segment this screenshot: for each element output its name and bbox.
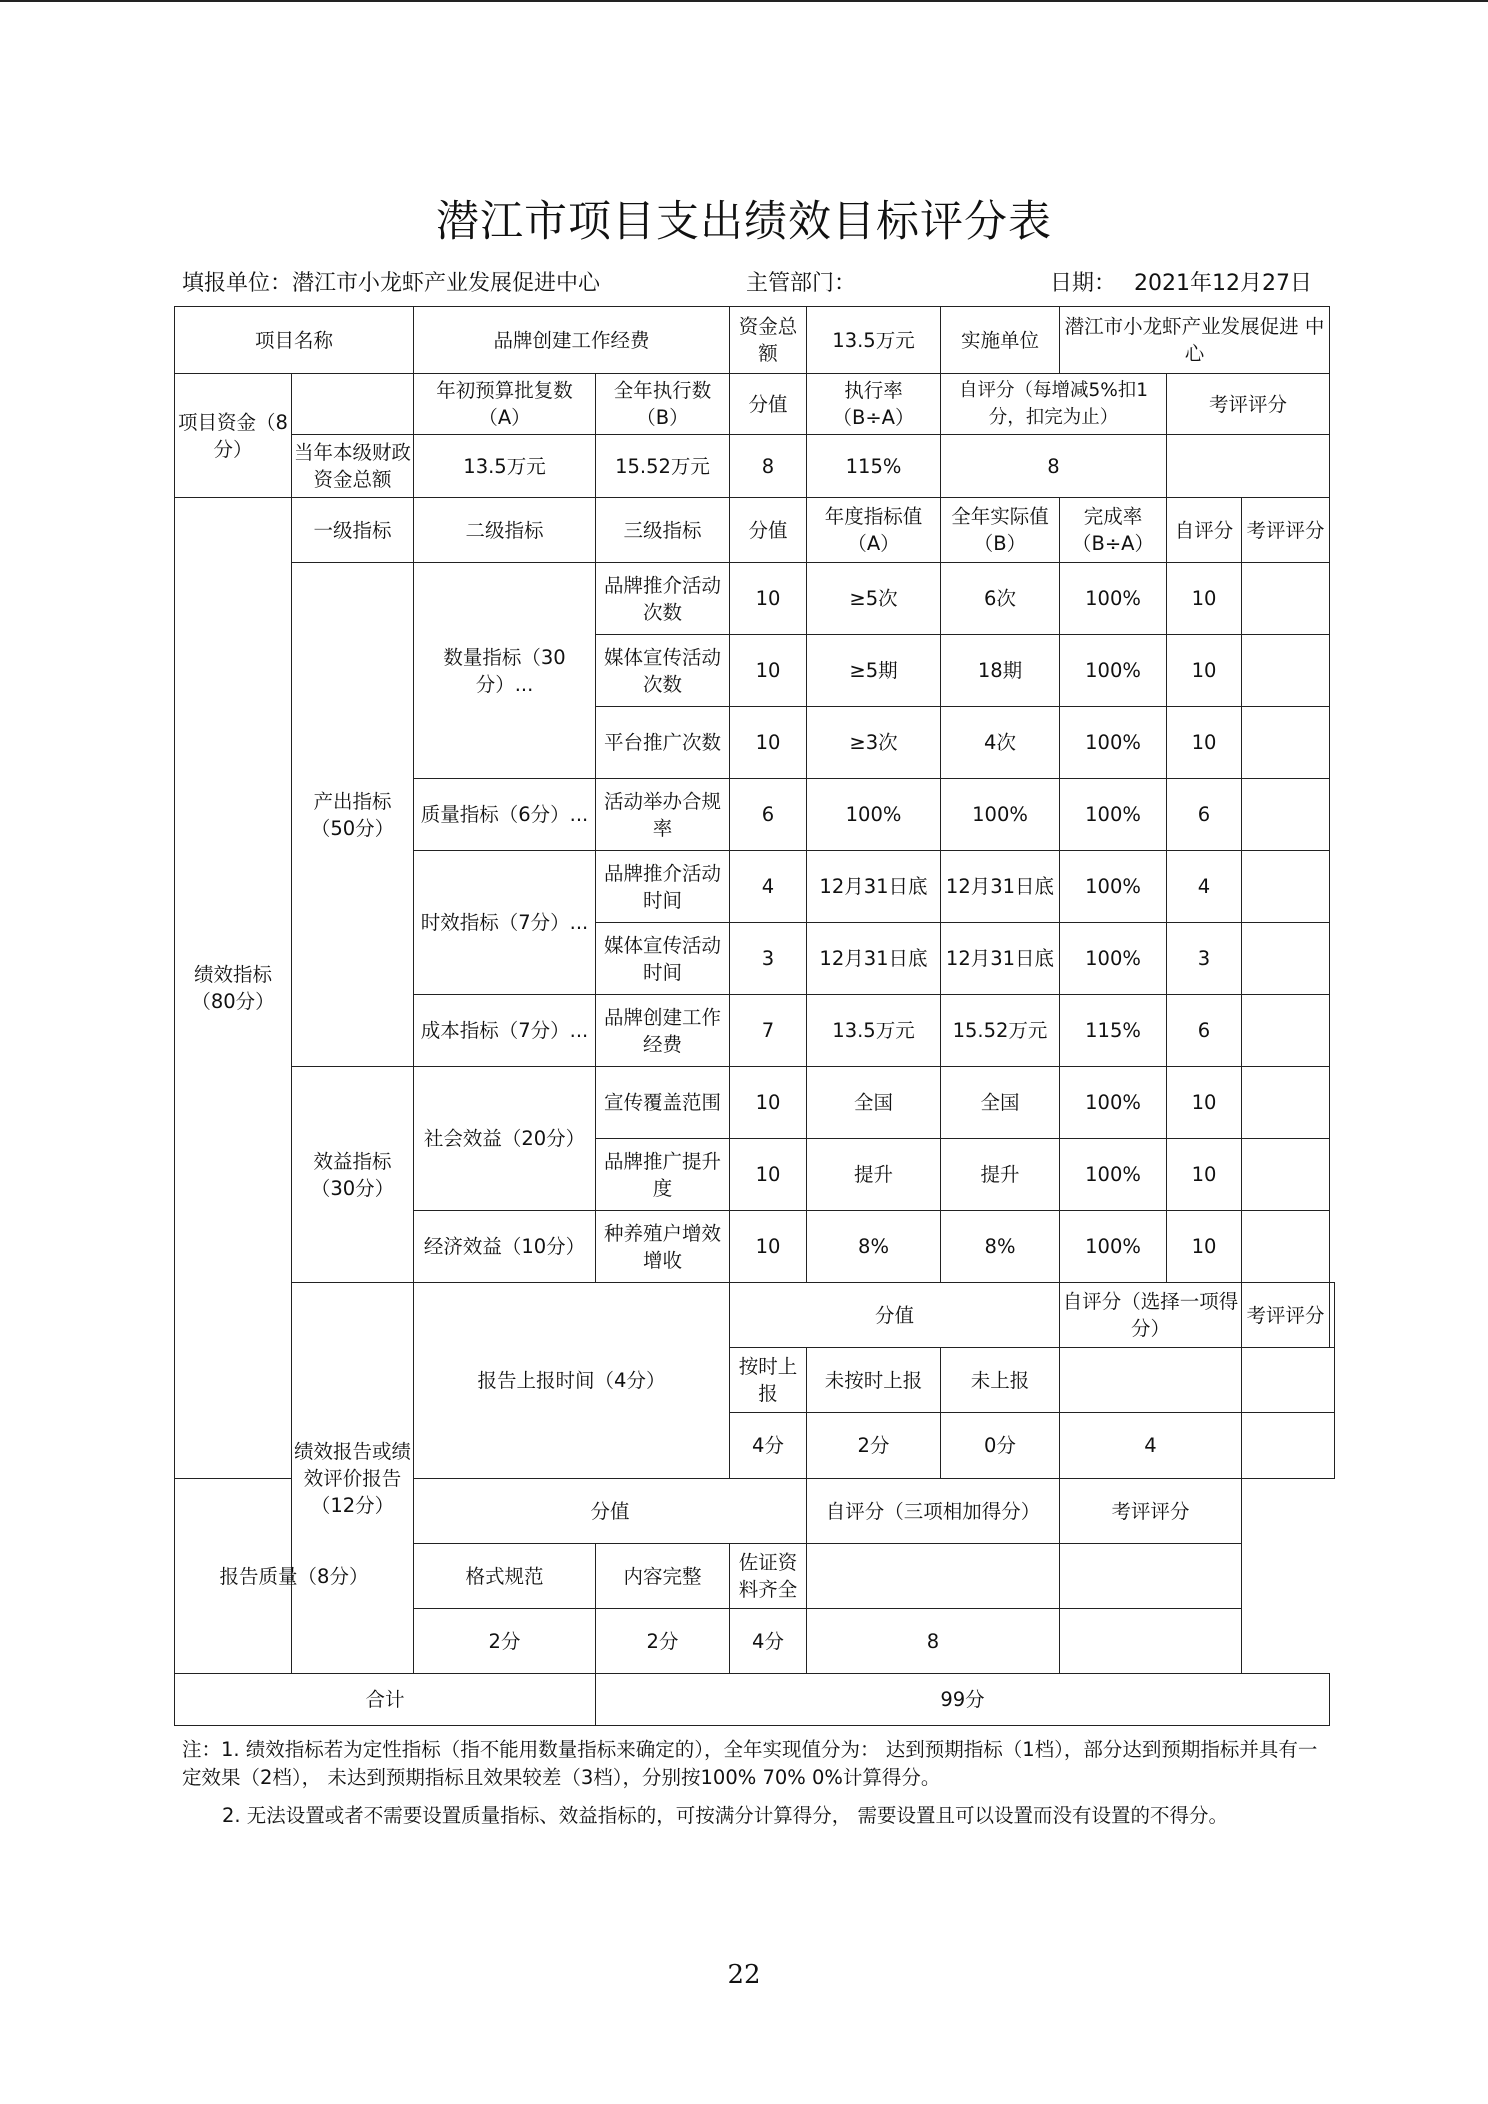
funds-label: 项目资金（8分） [175,374,292,498]
indicator-score: 10 [730,1067,807,1139]
indicator-self-score: 6 [1167,779,1242,851]
indicator-target: 全国 [807,1067,941,1139]
note-2: 2. 无法设置或者不需要设置质量指标、效益指标的，可按满分计算得分， 需要设置且可以设置而没有设置的不得分。 [222,1804,1229,1827]
indicator-self-score: 3 [1167,923,1242,995]
self-score-header: 自评分 [1167,498,1242,563]
project-name-label: 项目名称 [175,307,414,374]
indicator-actual: 18期 [941,635,1060,707]
indicator-target: 12月31日底 [807,851,941,923]
supervising-dept: 主管部门： [746,271,857,296]
level3-name: 品牌创建工作经费 [596,995,730,1067]
project-name-value: 品牌创建工作经费 [414,307,730,374]
indicator-target: 8% [807,1211,941,1283]
indicator-rate: 100% [1060,1067,1167,1139]
indicator-review-score [1242,851,1330,923]
exec-rate: 115% [807,435,941,498]
indicator-review-score [1242,635,1330,707]
date-label: 日期： [1050,271,1117,296]
score-header: 分值 [730,374,807,435]
indicator-actual: 4次 [941,707,1060,779]
level3-name: 宣传覆盖范围 [596,1067,730,1139]
empty-cell [1330,1283,1335,1348]
indicator-rate: 100% [1060,707,1167,779]
funds-row-label: 当年本级财政资金总额 [292,435,414,498]
social-benefit-label: 社会效益（20分） [414,1067,596,1211]
completion-header: 完成率（B÷A） [1060,498,1167,563]
report-time-self-score: 4 [1060,1413,1242,1479]
indicator-review-score [1242,1139,1330,1211]
impl-unit-value: 潜江市小龙虾产业发展促进 中心 [1060,307,1330,374]
indicator-target: 100% [807,779,941,851]
total-label: 合计 [175,1674,596,1726]
fill-unit: 填报单位：潜江市小龙虾产业发展促进中心 [182,271,601,296]
indicator-rate: 100% [1060,1139,1167,1211]
indicator-target: 13.5万元 [807,995,941,1067]
indicator-actual: 12月31日底 [941,851,1060,923]
indicator-self-score: 6 [1167,995,1242,1067]
report-time-self-header: 自评分（选择一项得分） [1060,1283,1242,1348]
indicator-review-score [1242,995,1330,1067]
report-time-review-score [1242,1413,1335,1479]
indicator-actual: 6次 [941,563,1060,635]
indicator-self-score: 10 [1167,1211,1242,1283]
impl-unit-label: 实施单位 [941,307,1060,374]
indicator-self-score: 10 [1167,1067,1242,1139]
review-header: 考评评分 [1242,498,1330,563]
timeliness-indicators-label: 时效指标（7分）... [414,851,596,995]
indicator-score: 10 [730,563,807,635]
indicator-target: ≥5期 [807,635,941,707]
output-indicators-label: 产出指标（50分） [292,563,414,1067]
indicator-rate: 100% [1060,1211,1167,1283]
indicator-score: 10 [730,635,807,707]
option-content: 内容完整 [596,1544,730,1609]
indicator-self-score: 10 [1167,1139,1242,1211]
date-value: 2021年12月27日 [1134,271,1312,296]
quantity-indicators-label: 数量指标（30分）... [414,563,596,779]
indicator-review-score [1242,923,1330,995]
review-header: 考评评分 [1167,374,1330,435]
level3-name: 品牌推介活动时间 [596,851,730,923]
indicator-rate: 100% [1060,923,1167,995]
total-funds-value: 13.5万元 [807,307,941,374]
indicator-review-score [1242,1067,1330,1139]
indicator-rate: 115% [1060,995,1167,1067]
report-quality-self-score: 8 [807,1609,1060,1674]
indicator-actual: 15.52万元 [941,995,1060,1067]
empty-cell [1060,1544,1242,1609]
indicator-actual: 8% [941,1211,1060,1283]
empty-cell [807,1544,1060,1609]
option-on-time: 按时上报 [730,1348,807,1413]
economic-benefit-label: 经济效益（10分） [414,1211,596,1283]
value-late: 2分 [807,1413,941,1479]
indicator-score: 10 [730,1211,807,1283]
total-value: 99分 [596,1674,1330,1726]
report-quality-review-header: 考评评分 [1060,1479,1242,1544]
report-time-review-header: 考评评分 [1242,1283,1330,1348]
self-score-header: 自评分（每增减5%扣1分，扣完为止） [941,374,1167,435]
value-evidence: 4分 [730,1609,807,1674]
page-title: 潜江市项目支出绩效目标评分表 [436,197,1052,247]
level3-name: 活动举办合规率 [596,779,730,851]
budget-header: 年初预算批复数（A） [414,374,596,435]
level2-header: 二级指标 [414,498,596,563]
option-late: 未按时上报 [807,1348,941,1413]
value-on-time: 4分 [730,1413,807,1479]
value-content: 2分 [596,1609,730,1674]
level3-name: 种养殖户增效增收 [596,1211,730,1283]
indicator-score: 7 [730,995,807,1067]
report-time-label: 报告上报时间（4分） [414,1283,730,1479]
report-label: 绩效报告或绩效评价报告（12分） [292,1283,414,1674]
benefit-indicators-label: 效益指标（30分） [292,1067,414,1283]
level3-name: 品牌推广提升度 [596,1139,730,1211]
indicator-self-score: 10 [1167,635,1242,707]
value-format: 2分 [414,1609,596,1674]
indicator-self-score: 10 [1167,563,1242,635]
indicator-target: ≥5次 [807,563,941,635]
funds-review-score [1167,435,1330,498]
exec-header: 全年执行数（B） [596,374,730,435]
budget-value: 13.5万元 [414,435,596,498]
empty-cell [1060,1348,1242,1413]
indicator-review-score [1242,563,1330,635]
level3-name: 品牌推介活动次数 [596,563,730,635]
empty-cell [292,374,414,435]
indicator-score: 10 [730,707,807,779]
option-format: 格式规范 [414,1544,596,1609]
indicator-score: 10 [730,1139,807,1211]
indicator-rate: 100% [1060,563,1167,635]
indicator-target: 12月31日底 [807,923,941,995]
option-evidence: 佐证资料齐全 [730,1544,807,1609]
page-top-border [0,0,1488,2]
actual-header: 全年实际值（B） [941,498,1060,563]
option-not-reported: 未上报 [941,1348,1060,1413]
indicator-rate: 100% [1060,851,1167,923]
indicator-score: 6 [730,779,807,851]
indicator-self-score: 10 [1167,707,1242,779]
report-quality-self-header: 自评分（三项相加得分） [807,1479,1060,1544]
quality-indicators-label: 质量指标（6分）... [414,779,596,851]
indicator-review-score [1242,779,1330,851]
indicator-rate: 100% [1060,779,1167,851]
indicator-review-score [1242,1211,1330,1283]
indicator-score: 3 [730,923,807,995]
indicator-actual: 全国 [941,1067,1060,1139]
report-time-score-header: 分值 [730,1283,1060,1348]
target-header: 年度指标值（A） [807,498,941,563]
report-quality-label: 报告质量（8分） [175,1479,414,1674]
level3-name: 媒体宣传活动时间 [596,923,730,995]
indicator-actual: 12月31日底 [941,923,1060,995]
value-not-reported: 0分 [941,1413,1060,1479]
perf-indicators-label: 绩效指标（80分） [175,498,292,1479]
indicator-actual: 提升 [941,1139,1060,1211]
level3-name: 媒体宣传活动次数 [596,635,730,707]
indicator-target: ≥3次 [807,707,941,779]
funds-score: 8 [730,435,807,498]
indicator-actual: 100% [941,779,1060,851]
report-quality-review-score [1060,1609,1242,1674]
note-1: 注：1. 绩效指标若为定性指标（指不能用数量指标来确定的），全年实现值分为： 达到预期指标（1档），部分达到预期指标并具有一定效果（2档）， 未达到预期指标且效果较差（3档），分别按100% 70% 0%计算得分。 [182,1738,1318,1789]
rate-header: 执行率（B÷A） [807,374,941,435]
page-number: 22 [727,1960,761,1990]
cost-indicators-label: 成本指标（7分）... [414,995,596,1067]
score-header: 分值 [730,498,807,563]
exec-value: 15.52万元 [596,435,730,498]
indicator-target: 提升 [807,1139,941,1211]
notes [182,1736,1332,1830]
score-table [174,306,1335,1726]
level3-name: 平台推广次数 [596,707,730,779]
total-funds-label: 资金总额 [730,307,807,374]
indicator-score: 4 [730,851,807,923]
indicator-self-score: 4 [1167,851,1242,923]
report-quality-score-header: 分值 [414,1479,807,1544]
level3-header: 三级指标 [596,498,730,563]
indicator-rate: 100% [1060,635,1167,707]
funds-self-score: 8 [941,435,1167,498]
level1-header: 一级指标 [292,498,414,563]
indicator-review-score [1242,707,1330,779]
empty-cell [1242,1348,1335,1413]
